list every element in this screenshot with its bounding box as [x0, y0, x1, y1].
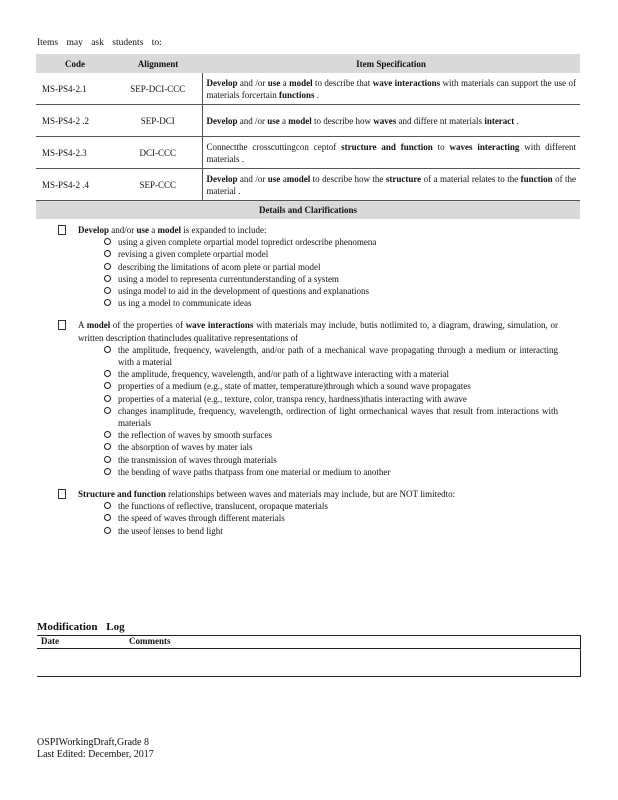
list-item — [104, 380, 558, 392]
spec-cell — [202, 73, 580, 105]
list-item — [104, 261, 558, 273]
text-segment: relationships between waves and materials may include, but are NOT limitedto: — [165, 489, 456, 500]
bold-term: use — [267, 77, 281, 88]
text-segment: is expanded to include: — [181, 225, 267, 235]
spec-row — [36, 73, 580, 105]
alignment-cell: DCI-CCC — [114, 137, 202, 169]
bold-term: structure and function — [341, 141, 433, 152]
bold-term: use — [136, 225, 150, 235]
square-bullet-icon — [58, 320, 66, 330]
list-item — [104, 248, 558, 260]
list-item — [104, 297, 558, 309]
circle-bullet-icon — [104, 443, 111, 450]
circle-bullet-icon — [104, 250, 111, 257]
text-segment: with materials may include, butis notlimited to, a diagram, drawing, simulation, or written description thatincludes qualitative representations of — [78, 320, 558, 343]
text-segment: A — [78, 320, 87, 331]
list-item-text: the functions of reflective, translucent, oropaque materials — [118, 501, 328, 512]
list-item-text: using a given complete orpartial model topredict ordescribe phenomena — [118, 237, 377, 248]
spec-cell — [202, 169, 580, 201]
list-item — [104, 285, 558, 297]
bold-term: use — [267, 115, 280, 126]
list-item-text: the transmission of waves through materials — [118, 454, 277, 465]
circle-bullet-icon — [104, 395, 111, 402]
footer-draft-line: OSPIWorkingDraft,Grade 8 — [37, 737, 149, 748]
bold-term: Develop — [78, 225, 109, 235]
spec-header-row — [36, 54, 580, 73]
list-item-text: properties of a material (e.g., texture, color, transpa rency, hardness)thatis interacting with awave — [118, 393, 467, 404]
bold-term: use — [267, 173, 281, 184]
spec-row — [36, 137, 580, 169]
list-item — [104, 236, 558, 248]
details-header-row — [36, 201, 580, 220]
text-segment: and /or — [237, 77, 268, 88]
list-item — [104, 273, 558, 285]
code-cell: MS-PS4-2 .2 — [36, 105, 114, 137]
alignment-cell: SEP-DCI — [114, 105, 202, 137]
list-item — [104, 393, 558, 405]
list-item-text: usinga model to aid in the development of questions and explanations — [118, 286, 369, 297]
detail-bullet — [58, 224, 558, 309]
text-segment: . — [514, 115, 519, 126]
modification-log-table — [37, 635, 581, 677]
list-item — [104, 466, 558, 478]
intro-text: Items may ask students to: — [37, 38, 162, 48]
text-segment: to describe how — [311, 115, 374, 126]
bold-term: model — [288, 115, 312, 126]
text-segment: and differe nt materials — [396, 115, 485, 126]
text-segment: with materials can support the use of materials forcertain — [206, 77, 576, 100]
bold-term: waves — [373, 115, 397, 126]
page-footer — [37, 737, 154, 761]
circle-bullet-icon — [104, 514, 111, 521]
sub-list — [78, 236, 558, 309]
text-segment: a — [149, 225, 158, 235]
circle-bullet-icon — [104, 238, 111, 245]
list-item — [104, 429, 558, 441]
spec-cell — [202, 137, 580, 169]
circle-bullet-icon — [104, 468, 111, 475]
text-segment: a — [280, 77, 290, 88]
text-segment: of the material . — [206, 173, 576, 196]
text-segment: a — [279, 115, 289, 126]
text-segment: and /or — [237, 173, 268, 184]
bold-term: Develop — [206, 173, 238, 184]
comments-header: Comments — [129, 636, 171, 646]
bold-term: wave interactions — [372, 77, 441, 88]
spec-header: Item Specification — [202, 54, 580, 73]
detail-bullet — [58, 319, 558, 478]
sub-list — [78, 344, 558, 478]
bold-term: Develop — [206, 77, 238, 88]
date-header: Date — [41, 636, 59, 646]
modification-log-title: Modification Log — [37, 621, 125, 633]
bold-term: waves interacting — [449, 141, 520, 152]
bold-term: structure — [385, 173, 422, 184]
text-segment: with different materials . — [206, 141, 576, 164]
bullet-lead — [78, 224, 558, 236]
circle-bullet-icon — [104, 287, 111, 294]
bold-term: functions — [278, 89, 315, 100]
list-item-text: the useof lenses to bend light — [118, 525, 223, 536]
text-segment: . — [314, 89, 319, 100]
list-item — [104, 368, 558, 380]
bold-term: model — [286, 173, 311, 184]
text-segment: a — [280, 173, 287, 184]
spec-row — [36, 105, 580, 137]
text-segment: Connectthe crosscuttingcon ceptof — [206, 141, 342, 152]
list-item — [104, 454, 558, 466]
list-item-text: changes inamplitude, frequency, wavelength, ordirection of light ormechanical waves that result from interactions with materials — [118, 405, 558, 429]
bold-term: model — [86, 320, 111, 331]
bold-term: Structure and function — [78, 489, 166, 500]
circle-bullet-icon — [104, 263, 111, 270]
code-cell: MS-PS4-2 .4 — [36, 169, 114, 201]
list-item-text: the reflection of waves by smooth surfaces — [118, 430, 272, 441]
list-item-text: revising a given complete orpartial model — [118, 249, 269, 260]
circle-bullet-icon — [104, 527, 111, 534]
spec-row — [36, 169, 580, 201]
code-header: Code — [36, 54, 114, 73]
circle-bullet-icon — [104, 431, 111, 438]
alignment-cell: SEP-CCC — [114, 169, 202, 201]
list-item — [104, 344, 558, 368]
bullet-lead — [78, 319, 558, 343]
square-bullet-icon — [58, 225, 66, 235]
circle-bullet-icon — [104, 370, 111, 377]
circle-bullet-icon — [104, 502, 111, 509]
circle-bullet-icon — [104, 456, 111, 463]
spec-cell — [202, 105, 580, 137]
bold-term: Develop — [206, 115, 238, 126]
modification-log-header — [37, 636, 580, 649]
text-segment: to describe that — [312, 77, 373, 88]
list-item — [104, 512, 558, 524]
bullet-lead — [78, 488, 558, 500]
text-segment: to — [432, 141, 450, 152]
list-item-text: the bending of wave paths thatpass from one material or medium to another — [118, 466, 391, 477]
list-item — [104, 525, 558, 537]
footer-edited-line: Last Edited: December, 2017 — [37, 749, 154, 760]
bold-term: function — [520, 173, 553, 184]
details-header: Details and Clarifications — [36, 201, 580, 220]
list-item — [104, 441, 558, 453]
detail-bullet — [58, 488, 558, 537]
bold-term: model — [157, 225, 182, 235]
circle-bullet-icon — [104, 275, 111, 282]
list-item-text: properties of a medium (e.g., state of matter, temperature)through which a sound wave propagates — [118, 381, 471, 392]
list-item — [104, 500, 558, 512]
circle-bullet-icon — [104, 299, 111, 306]
sub-list — [78, 500, 558, 537]
list-item-text: the speed of waves through different materials — [118, 513, 285, 524]
list-item-text: the amplitude, frequency, wavelength, and/or path of a lightwave interacting with a material — [118, 369, 450, 380]
text-segment: to describe how the — [310, 173, 386, 184]
text-segment: and /or — [237, 115, 268, 126]
code-cell: MS-PS4-2.1 — [36, 73, 114, 105]
bold-term: wave interactions — [185, 320, 254, 331]
item-spec-table — [36, 54, 580, 219]
list-item-text: us ing a model to communicate ideas — [118, 298, 252, 309]
list-item-text: using a model to representa currentunderstanding of a system — [118, 273, 339, 284]
alignment-cell: SEP-DCI-CCC — [114, 73, 202, 105]
text-segment: of a material relates to the — [421, 173, 521, 184]
text-segment: of the properties of — [110, 320, 186, 331]
details-list — [58, 224, 558, 547]
alignment-header: Alignment — [114, 54, 202, 73]
circle-bullet-icon — [104, 382, 111, 389]
bold-term: model — [289, 77, 313, 88]
list-item-text: the absorption of waves by mater ials — [118, 442, 253, 453]
list-item — [104, 405, 558, 429]
list-item-text: the amplitude, frequency, wavelength, and/or path of a mechanical wave propagating through a medium or interacting with a material — [118, 344, 558, 368]
text-segment: and/or — [109, 225, 137, 235]
square-bullet-icon — [58, 489, 66, 499]
code-cell: MS-PS4-2.3 — [36, 137, 114, 169]
circle-bullet-icon — [104, 407, 111, 414]
bold-term: interact — [484, 115, 515, 126]
list-item-text: describing the limitations of acom plete or partial model — [118, 261, 321, 272]
circle-bullet-icon — [104, 346, 111, 353]
